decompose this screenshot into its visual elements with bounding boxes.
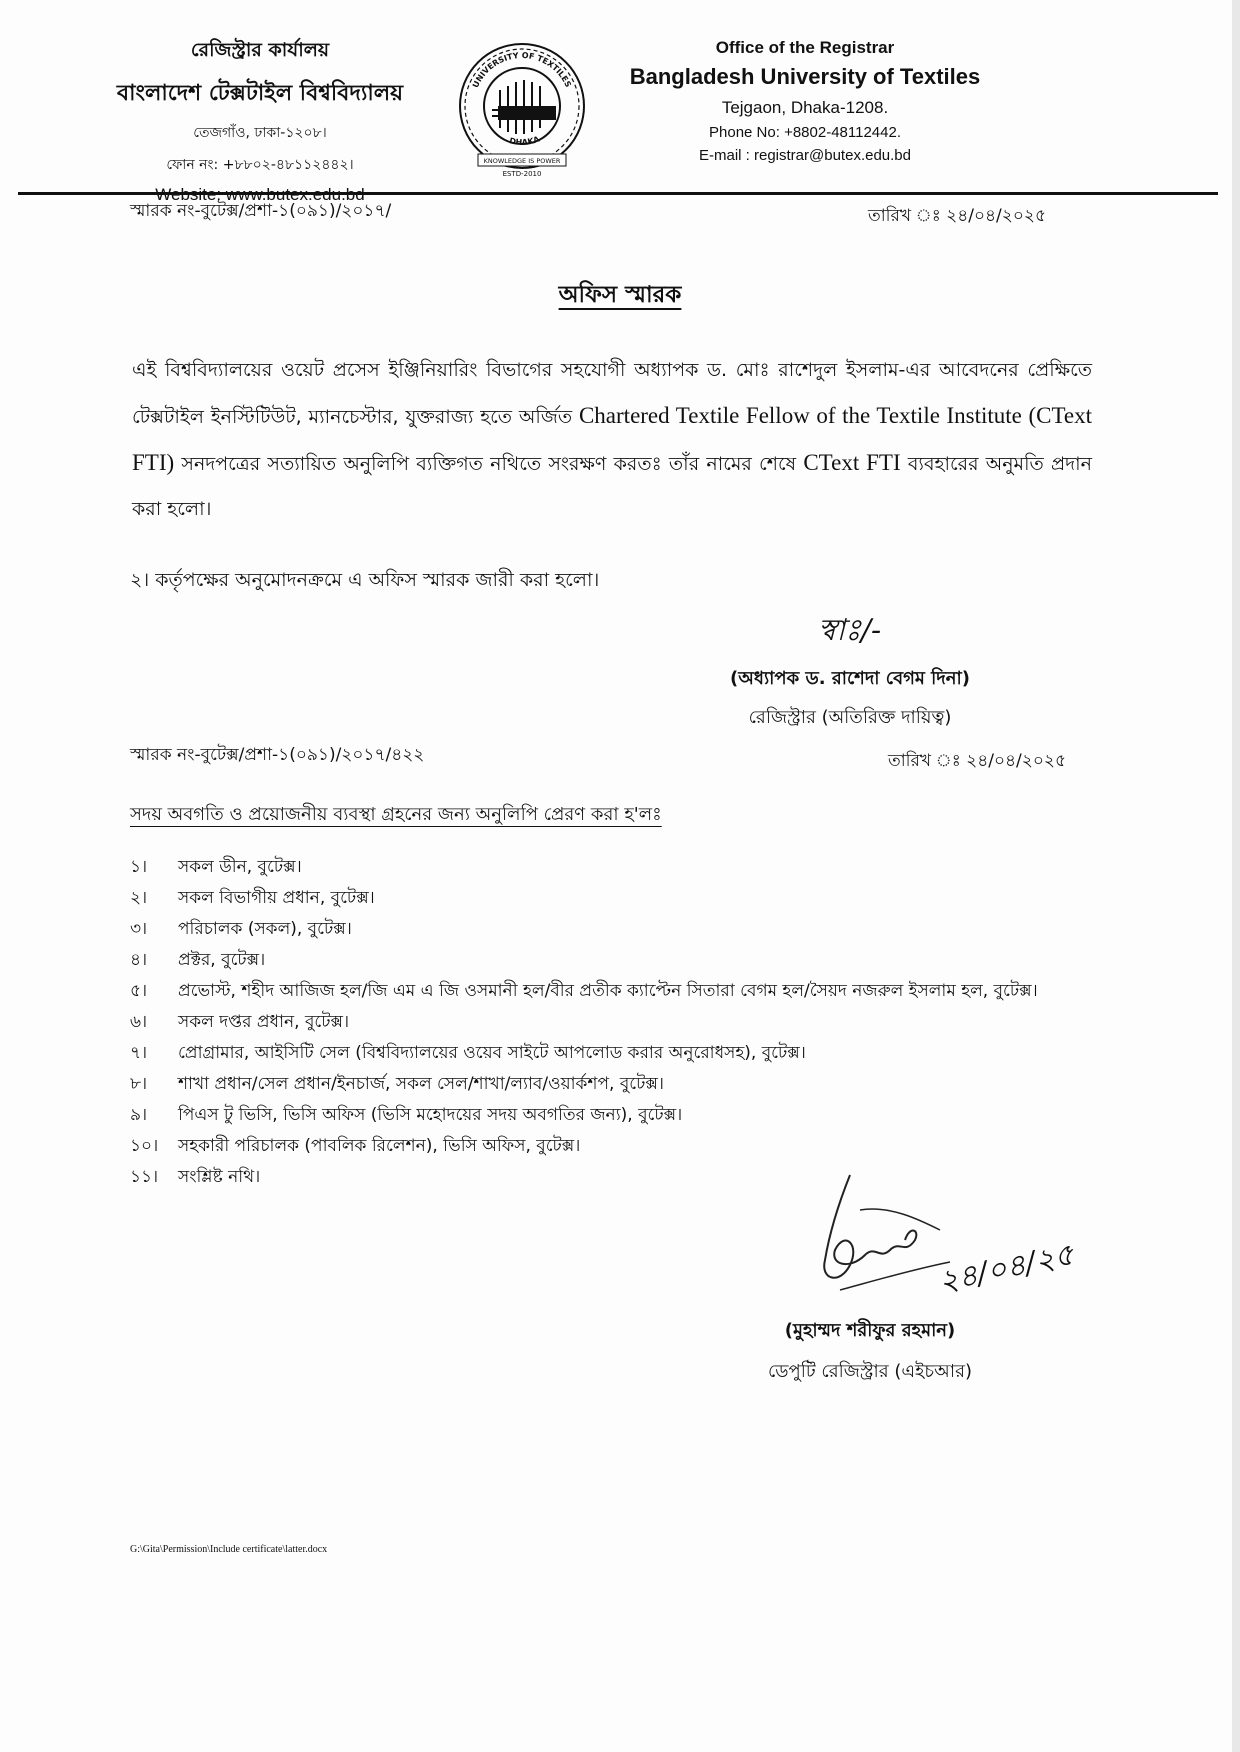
body-english-1: Chartered Textile Fellow of the Textile Institute (CText FTI) [132,403,1092,475]
distribution-item [130,1069,1090,1100]
svg-text:DHAKA [508,134,541,147]
memo-date-1: তারিখ ঃ ২৪/০৪/২০২৫ [868,206,1046,226]
header-bn-address: তেজগাঁও, ঢাকা-১২০৮। [193,125,327,141]
distribution-item [130,883,1090,914]
distribution-item-number: ৪। [130,950,148,970]
header-en-phone: Phone No: +8802-48112442. [709,124,901,141]
header-english [600,38,1010,164]
header-en-university: Bangladesh University of Textiles [629,64,981,89]
distribution-item-number: ১১। [130,1167,159,1187]
header-bn-university: বাংলাদেশ টেক্সটাইল বিশ্ববিদ্যালয় [116,81,404,106]
signature-mark-1: স্বাঃ/- [818,613,882,648]
header-bn-office: রেজিস্ট্রার কার্যালয় [190,39,330,61]
distribution-item-text: সহকারী পরিচালক (পাবলিক রিলেশন), ভিসি অফিস, বুটেক্স। [178,1136,581,1156]
scan-edge [1232,0,1240,1752]
logo-text-top: UNIVERSITY OF TEXTILES [470,50,573,90]
distribution-item [130,976,1090,1007]
signatory-name-1: (অধ্যাপক ড. রাশেদা বেগম দিনা) [730,668,970,689]
distribution-item-text: পিএস টু ভিসি, ভিসি অফিস (ভিসি মহোদয়ের সদয় অবগতির জন্য), বুটেক্স। [178,1105,683,1125]
signature-2 [820,1170,1078,1310]
distribution-item-number: ৬। [130,1012,148,1032]
distribution-item-number: ৫। [130,981,148,1001]
distribution-item-text: পরিচালক (সকল), বুটেক্স। [178,919,352,939]
signatory-title-2: ডেপুটি রেজিস্ট্রার (এইচআর) [767,1361,973,1382]
distribution-item [130,1007,1090,1038]
distribution-item-text: সকল দপ্তর প্রধান, বুটেক্স। [178,1012,350,1032]
memo-date-2: তারিখ ঃ ২৪/০৪/২০২৫ [888,751,1066,771]
signatory-title-1: রেজিস্ট্রার (অতিরিক্ত দায়িত্ব) [748,707,952,728]
distribution-item-text: প্রক্টর, বুটেক্স। [178,950,266,970]
header-en-email: E-mail : registrar@butex.edu.bd [699,147,911,164]
distribution-subject: সদয় অবগতি ও প্রয়োজনীয় ব্যবস্থা গ্রহনের জন্য অনুলিপি প্রেরণ করা হ'লঃ [130,804,662,825]
distribution-item-text: শাখা প্রধান/সেল প্রধান/ইনচার্জ, সকল সেল/শাখা/ল্যাব/ওয়ার্কশপ, বুটেক্স। [178,1074,664,1094]
distribution-item-number: ১০। [130,1136,159,1156]
body-text-a: এই বিশ্ববিদ্যালয়ের ওয়েট প্রসেস ইঞ্জিনিয়ারিং বিভাগের সহযোগী অধ্যাপক ড. মোঃ রাশেদুল ইসলাম-এর আবেদনের প্রেক্ষিতে টেক্সটাইল ইনস্টিটিউট, ম্যানচেস্টার, যুক্তরাজ্য হতে অর্জিত [132,359,1092,428]
header-bn-phone: ফোন নং: +৮৮০২-৪৮১১২৪৪২। [166,157,354,173]
page-title: অফিস স্মারক [558,282,682,308]
signatory-name-2: (মুহাম্মদ শরীফুর রহমান) [784,1320,956,1341]
memo-ref-2: স্মারক নং-বুটেক্স/প্রশা-১(০৯১)/২০১৭/৪২২ [130,745,425,765]
distribution-item-text: সকল ডীন, বুটেক্স। [178,857,302,877]
university-logo [452,32,592,180]
footer-file-path: G:\Gita\Permission\Include certificate\latter.docx [130,1544,328,1555]
distribution-item-number: ২। [130,888,148,908]
svg-text:UNIVERSITY OF TEXTILES [471,51,573,89]
distribution-item [130,852,1090,883]
body-text-b: সনদপত্রের সত্যায়িত অনুলিপি ব্যক্তিগত নথিতে সংরক্ষণ করতঃ তাঁর নামের শেষে [181,453,797,475]
distribution-item-number: ৮। [130,1074,148,1094]
distribution-item [130,945,1090,976]
logo-text-bottom: DHAKA [508,134,541,148]
distribution-item-number: ৩। [130,919,148,939]
distribution-item [130,914,1090,945]
distribution-item-text: সংশ্লিষ্ট নথি। [178,1167,261,1187]
body-english-2: CText FTI [803,450,901,475]
distribution-item-number: ১। [130,857,148,877]
distribution-item-number: ৯। [130,1105,148,1125]
distribution-item-text: প্রভোস্ট, শহীদ আজিজ হল/জি এম এ জি ওসমানী হল/বীর প্রতীক ক্যাপ্টেন সিতারা বেগম হল/সৈয়দ নজরুল ইসলাম হল, বুটেক্স। [178,981,1038,1001]
logo-estd: ESTD-2010 [502,170,542,178]
distribution-item [130,1131,1090,1162]
logo-motto: KNOWLEDGE IS POWER [483,157,561,165]
body-paragraph-1 [132,348,1092,532]
signature-block-1 [600,664,1100,734]
distribution-item [130,1100,1090,1131]
signature-block-2 [720,1316,1020,1388]
body-text-c: ব্যবহারের অনুমতি প্রদান করা হলো। [132,453,1093,520]
header-bangla [90,36,430,205]
header-divider [18,192,1218,195]
distribution-list [130,852,1090,1193]
header-en-address: Tejgaon, Dhaka-1208. [721,98,889,117]
body-paragraph-2: ২। কর্তৃপক্ষের অনুমোদনক্রমে এ অফিস স্মারক জারী করা হলো। [130,569,600,591]
university-seal-icon [452,32,592,180]
header-en-office: Office of the Registrar [715,38,895,57]
distribution-item-number: ৭। [130,1043,148,1063]
distribution-item-text: প্রোগ্রামার, আইসিটি সেল (বিশ্ববিদ্যালয়ের ওয়েব সাইটে আপলোড করার অনুরোধসহ), বুটেক্স। [178,1043,806,1063]
signature-date-2: ২৪/০৪/২৫ [935,1237,1078,1300]
distribution-item [130,1038,1090,1069]
distribution-item-text: সকল বিভাগীয় প্রধান, বুটেক্স। [178,888,375,908]
memo-ref-1: স্মারক নং-বুটেক্স/প্রশা-১(০৯১)/২০১৭/ [130,201,392,221]
